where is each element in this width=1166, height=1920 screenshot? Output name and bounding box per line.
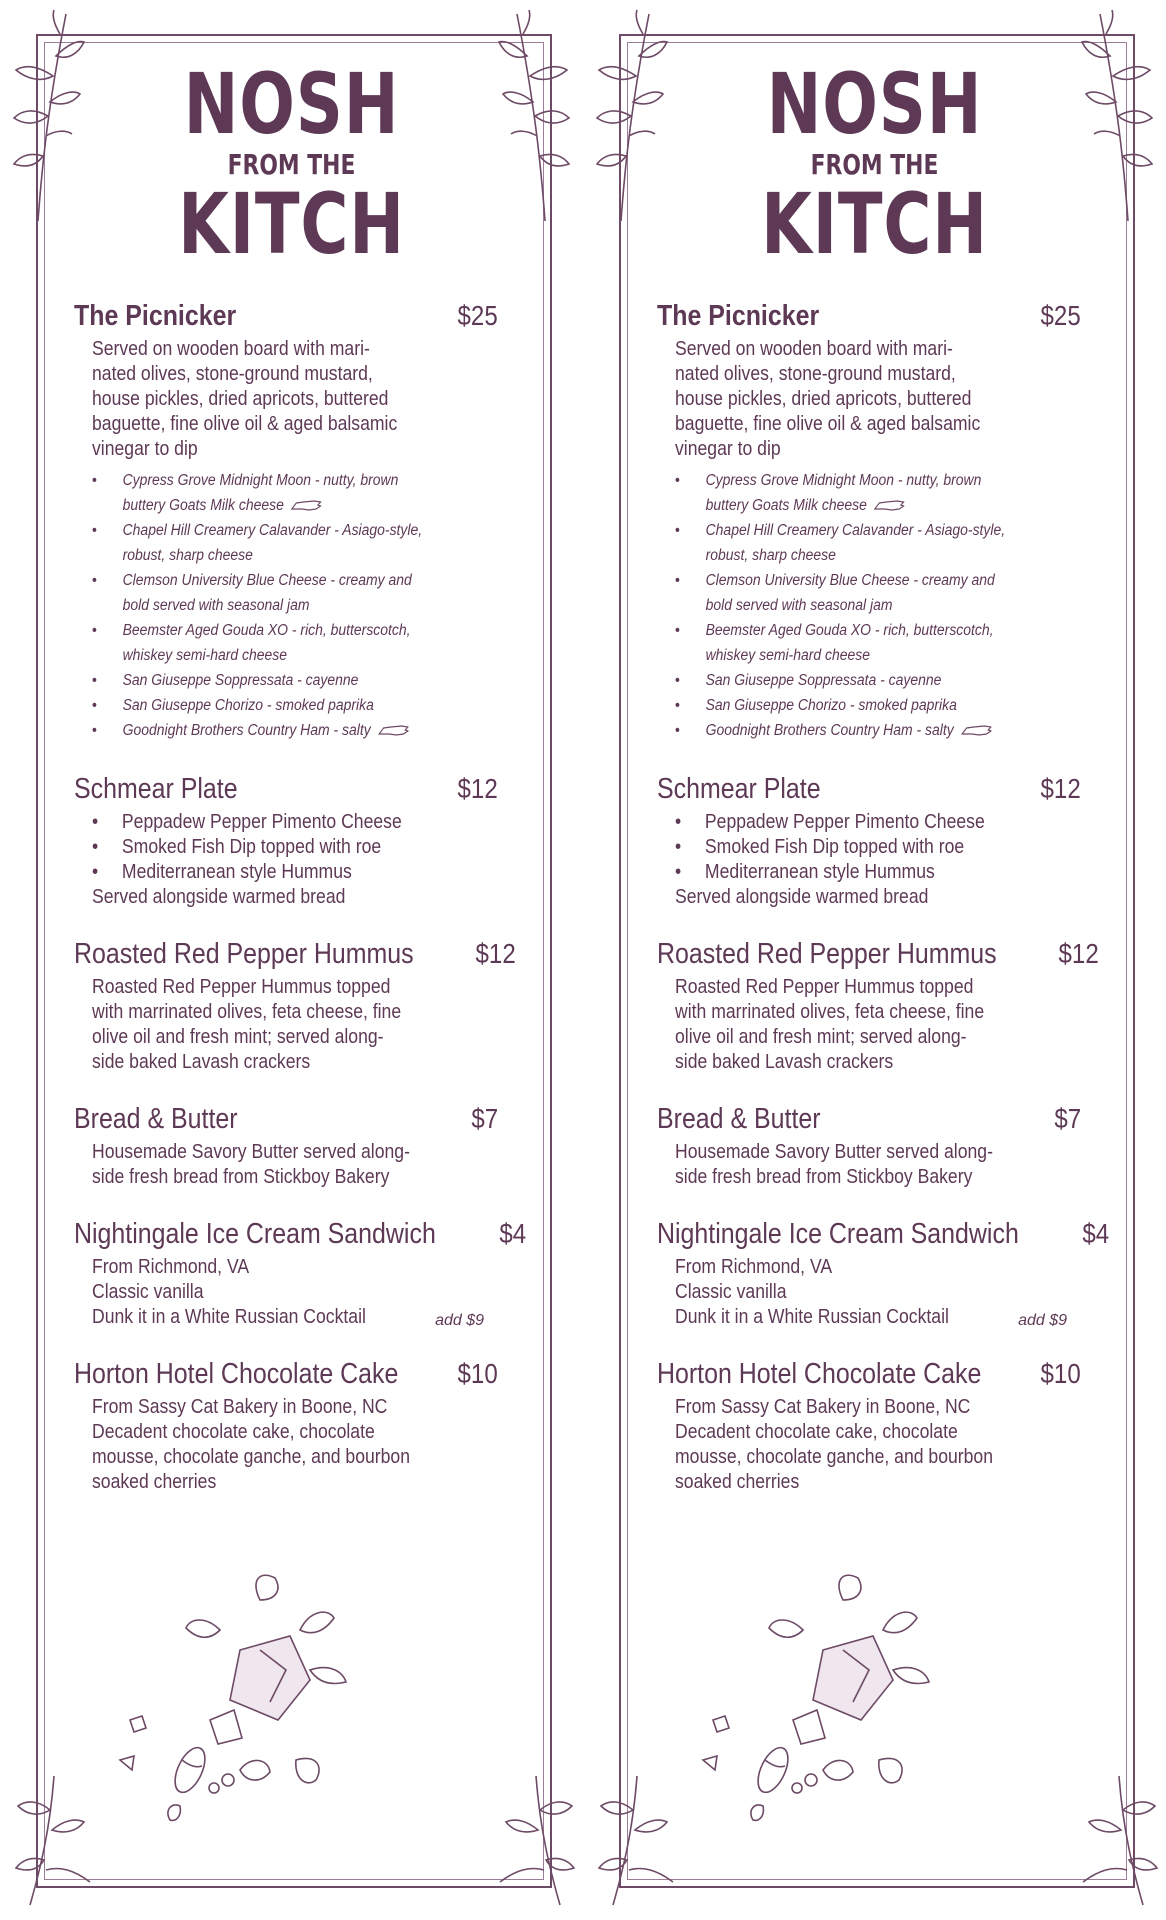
list-item: • Mediterranean style Hummus [675, 860, 1046, 885]
cheese-and-nuts-illustration-icon [110, 1570, 410, 1830]
description-line: mousse, chocolate ganche, and bourbon [675, 1446, 994, 1468]
item-price: $25 [457, 300, 498, 331]
list-item: • Clemson University Blue Cheese - creamy and bold served with seasonal jam [675, 568, 1055, 618]
menu-item-picnicker [74, 300, 514, 743]
menu-title [0, 55, 583, 273]
cheese-list [675, 468, 1097, 743]
item-name: Bread & Butter [657, 1103, 821, 1135]
list-item: • Beemster Aged Gouda XO - rich, butterscotch, whiskey semi-hard cheese [675, 618, 1055, 668]
schmear-list [675, 810, 1097, 885]
title-kitch: KITCH [178, 175, 405, 273]
item-description [92, 1140, 410, 1190]
north-carolina-outline-icon [291, 500, 322, 512]
item-name: The Picnicker [657, 300, 820, 332]
north-carolina-outline-icon [874, 500, 905, 512]
list-item: • San Giuseppe Soppressata - cayenne [92, 668, 472, 693]
menu-list [657, 300, 1109, 1523]
description-line: side fresh bread from Stickboy Bakery [92, 1166, 390, 1188]
item-name: Nightingale Ice Cream Sandwich [74, 1218, 436, 1250]
item-name: Roasted Red Pepper Hummus [74, 938, 414, 970]
olive-sprig-bottom-right-icon [1073, 1770, 1163, 1910]
item-name: Schmear Plate [74, 773, 238, 805]
list-item: • San Giuseppe Soppressata - cayenne [675, 668, 1055, 693]
menu-item-schmear [74, 773, 514, 910]
description-line: Roasted Red Pepper Hummus topped [92, 976, 391, 998]
title-nosh: NOSH [766, 55, 983, 153]
description-line: Served on wooden board with mari- [92, 338, 370, 360]
item-description [92, 1395, 411, 1495]
menu-list [74, 300, 526, 1523]
description-line: Decadent chocolate cake, chocolate [675, 1421, 958, 1443]
item-price: $10 [457, 1358, 498, 1389]
cheese-list [92, 468, 514, 743]
item-description [675, 1255, 983, 1330]
olive-sprig-bottom-left-icon [10, 1770, 100, 1910]
description-line: olive oil and fresh mint; served along- [92, 1026, 384, 1048]
item-addon-price: add $9 [1018, 1312, 1067, 1329]
menu-item-picnicker [657, 300, 1097, 743]
description-line: Dunk it in a White Russian Cocktail [675, 1306, 949, 1328]
item-description [675, 337, 983, 462]
item-name: Schmear Plate [657, 773, 821, 805]
list-item: • Smoked Fish Dip topped with roe [92, 835, 463, 860]
item-price: $12 [1058, 938, 1099, 969]
item-price: $10 [1040, 1358, 1081, 1389]
title-nosh: NOSH [183, 55, 400, 153]
item-name: Horton Hotel Chocolate Cake [657, 1358, 982, 1390]
description-line: From Sassy Cat Bakery in Boone, NC [675, 1396, 971, 1418]
list-item: • Goodnight Brothers Country Ham - salty [92, 718, 472, 743]
list-item: • Beemster Aged Gouda XO - rich, butterscotch, whiskey semi-hard cheese [92, 618, 472, 668]
item-addon-price: add $9 [435, 1312, 484, 1329]
title-from-the: FROM THE [227, 148, 356, 181]
list-item: • Cypress Grove Midnight Moon - nutty, brown buttery Goats Milk cheese [675, 468, 1055, 518]
description-line: house pickles, dried apricots, buttered [92, 388, 389, 410]
description-line: soaked cherries [675, 1471, 800, 1493]
list-item: • Peppadew Pepper Pimento Cheese [92, 810, 463, 835]
title-kitch: KITCH [761, 175, 988, 273]
menu-item-schmear [657, 773, 1097, 910]
item-price: $25 [1040, 300, 1081, 331]
item-description [675, 975, 983, 1075]
item-price: $12 [1040, 773, 1081, 804]
menu-item-icecream [657, 1218, 1109, 1330]
description-line: with marrinated olives, feta cheese, fine [675, 1001, 985, 1023]
description-line: Housemade Savory Butter served along- [92, 1141, 410, 1163]
item-name: The Picnicker [74, 300, 237, 332]
menu-title [583, 55, 1166, 273]
item-price: $7 [471, 1103, 498, 1134]
item-price: $7 [1054, 1103, 1081, 1134]
list-item: • Peppadew Pepper Pimento Cheese [675, 810, 1046, 835]
description-line: side baked Lavash crackers [92, 1051, 311, 1073]
description-line: Classic vanilla [675, 1281, 787, 1303]
item-name: Roasted Red Pepper Hummus [657, 938, 997, 970]
description-line: Housemade Savory Butter served along- [675, 1141, 993, 1163]
description-line: Decadent chocolate cake, chocolate [92, 1421, 375, 1443]
menu-item-cake [657, 1358, 1097, 1495]
list-item: • Clemson University Blue Cheese - creamy and bold served with seasonal jam [92, 568, 472, 618]
list-item: • Cypress Grove Midnight Moon - nutty, brown buttery Goats Milk cheese [92, 468, 472, 518]
description-line: Served on wooden board with mari- [675, 338, 953, 360]
title-from-the: FROM THE [810, 148, 939, 181]
item-note: Served alongside warmed bread [675, 886, 929, 908]
list-item: • Smoked Fish Dip topped with roe [675, 835, 1046, 860]
description-line: nated olives, stone-ground mustard, [92, 363, 373, 385]
description-line: Roasted Red Pepper Hummus topped [675, 976, 974, 998]
olive-sprig-bottom-right-icon [490, 1770, 580, 1910]
item-name: Nightingale Ice Cream Sandwich [657, 1218, 1019, 1250]
item-description [675, 1140, 993, 1190]
description-line: nated olives, stone-ground mustard, [675, 363, 956, 385]
menu-panel-right [583, 0, 1166, 1920]
item-price: $4 [499, 1218, 526, 1249]
description-line: with marrinated olives, feta cheese, fine [92, 1001, 402, 1023]
cheese-and-nuts-illustration-icon [693, 1570, 993, 1830]
item-description [675, 1395, 994, 1495]
item-note: Served alongside warmed bread [92, 886, 346, 908]
description-line: From Richmond, VA [675, 1256, 833, 1278]
list-item: • San Giuseppe Chorizo - smoked paprika [92, 693, 472, 718]
item-description [92, 975, 400, 1075]
description-line: olive oil and fresh mint; served along- [675, 1026, 967, 1048]
olive-sprig-bottom-left-icon [593, 1770, 683, 1910]
item-price: $12 [457, 773, 498, 804]
menu-item-bread [657, 1103, 1097, 1190]
menu-item-cake [74, 1358, 514, 1495]
menu-item-hummus [74, 938, 514, 1075]
description-line: house pickles, dried apricots, buttered [675, 388, 972, 410]
description-line: baguette, fine olive oil & aged balsamic [92, 413, 398, 435]
description-line: vinegar to dip [675, 438, 781, 460]
description-line: soaked cherries [92, 1471, 217, 1493]
description-line: From Richmond, VA [92, 1256, 250, 1278]
list-item: • Mediterranean style Hummus [92, 860, 463, 885]
description-line: baguette, fine olive oil & aged balsamic [675, 413, 981, 435]
description-line: vinegar to dip [92, 438, 198, 460]
item-name: Bread & Butter [74, 1103, 238, 1135]
menu-item-hummus [657, 938, 1097, 1075]
description-line: From Sassy Cat Bakery in Boone, NC [92, 1396, 388, 1418]
list-item: • Chapel Hill Creamery Calavander - Asiago-style, robust, sharp cheese [675, 518, 1055, 568]
list-item: • Goodnight Brothers Country Ham - salty [675, 718, 1055, 743]
item-description [92, 337, 400, 462]
menu-item-bread [74, 1103, 514, 1190]
item-name: Horton Hotel Chocolate Cake [74, 1358, 399, 1390]
description-line: mousse, chocolate ganche, and bourbon [92, 1446, 411, 1468]
north-carolina-outline-icon [961, 725, 992, 737]
north-carolina-outline-icon [378, 725, 409, 737]
item-price: $4 [1082, 1218, 1109, 1249]
item-description [92, 1255, 400, 1330]
list-item: • Chapel Hill Creamery Calavander - Asiago-style, robust, sharp cheese [92, 518, 472, 568]
list-item: • San Giuseppe Chorizo - smoked paprika [675, 693, 1055, 718]
item-price: $12 [475, 938, 516, 969]
menu-item-icecream [74, 1218, 526, 1330]
description-line: side baked Lavash crackers [675, 1051, 894, 1073]
description-line: Classic vanilla [92, 1281, 204, 1303]
description-line: Dunk it in a White Russian Cocktail [92, 1306, 366, 1328]
schmear-list [92, 810, 514, 885]
description-line: side fresh bread from Stickboy Bakery [675, 1166, 973, 1188]
